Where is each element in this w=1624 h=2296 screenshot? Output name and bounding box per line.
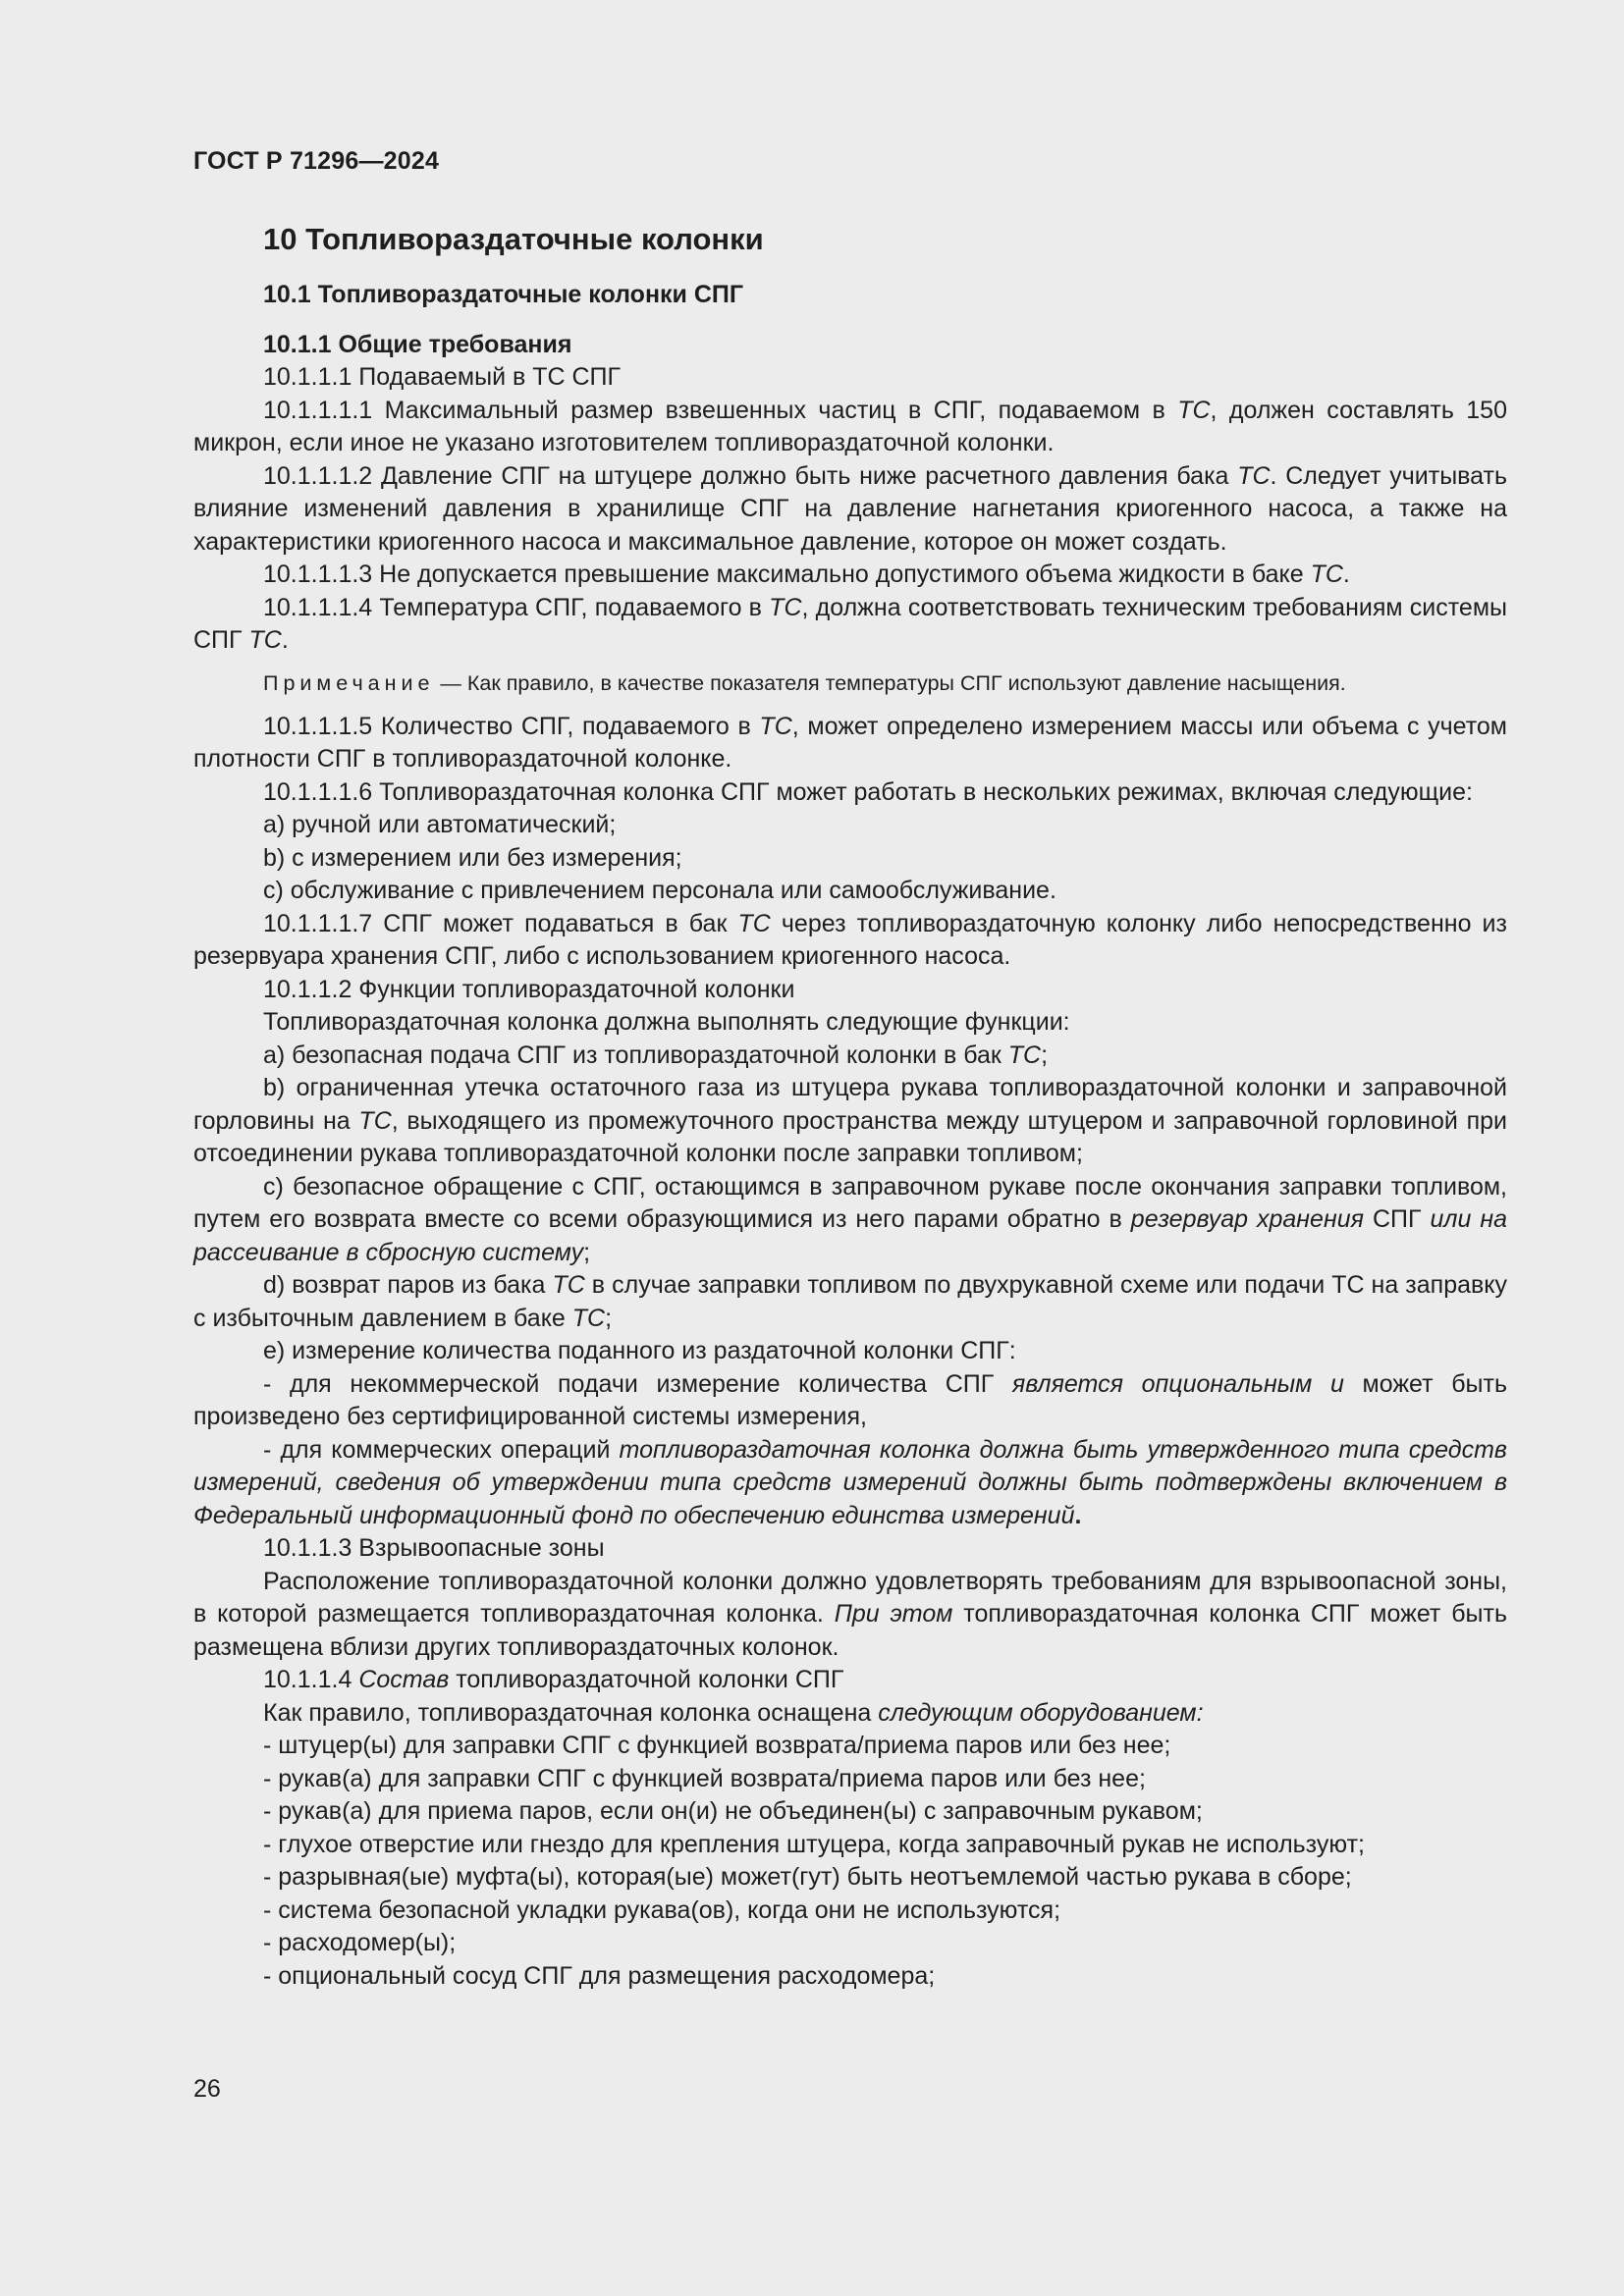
list-item: e) измерение количества поданного из раздаточной колонки СПГ: (263, 1337, 1016, 1364)
list-item: - опциональный сосуд СПГ для размещения расходомера; (263, 1961, 936, 1990)
paragraph: 10.1.1.1 Подаваемый в ТС СПГ (263, 363, 622, 391)
list-item: - система безопасной укладки рукава(ов), когда они не используются; (263, 1896, 1061, 1924)
list-item: b) с измерением или без измерения; (263, 843, 682, 872)
paragraph: 10.1.1.1.5 Количество СПГ, подаваемого в ТС, может определено измерением массы или объема с учетом плотности СПГ в топливораздаточной колонке. (193, 712, 1507, 773)
list-item: c) безопасное обращение с СПГ, остающимся в заправочном рукаве после окончания заправки топливом, путем его возврата вместе со всеми образующимися из него парами обратно в резервуар хранения СПГ или на рассеивание в сбросную систему; (193, 1172, 1508, 1266)
subsubsection-heading: 10.1.1 Общие требования (263, 330, 572, 358)
paragraph: 10.1.1.1.6 Топливораздаточная колонка СПГ может работать в нескольких режимах, включая следующие: (263, 777, 1473, 806)
list-item: c) обслуживание с привлечением персонала или самообслуживание. (263, 877, 1056, 904)
paragraph: 10.1.1.1.3 Не допускается превышение максимально допустимого объема жидкости в баке ТС. (263, 561, 1350, 588)
list-item: - расходомер(ы); (263, 1929, 457, 1956)
section-heading: 10 Топливораздаточные колонки (263, 222, 764, 256)
paragraph: 10.1.1.1.4 Температура СПГ, подаваемого в ТС, должна соответствовать техническим требованиям системы СПГ ТС. (193, 593, 1507, 654)
list-item: - штуцер(ы) для заправки СПГ с функцией возврата/приема паров или без нее; (263, 1732, 1171, 1759)
list-item: - рукав(а) для заправки СПГ с функцией возврата/приема паров или без нее; (263, 1764, 1146, 1792)
paragraph: Как правило, топливораздаточная колонка оснащена следующим оборудованием: (263, 1698, 1204, 1727)
list-item: a) безопасная подача СПГ из топливораздаточной колонки в бак ТС; (263, 1041, 1049, 1069)
subsection-heading: 10.1 Топливораздаточные колонки СПГ (263, 281, 744, 308)
paragraph: 10.1.1.2 Функции топливораздаточной колонки (263, 975, 795, 1003)
paragraph: 10.1.1.3 Взрывоопасные зоны (263, 1534, 605, 1562)
note-label: Примечание (263, 670, 435, 695)
page-content (193, 220, 1507, 1993)
note: Примечание — Как правило, в качестве показателя температуры СПГ используют давление насыщения. (263, 670, 1346, 695)
list-item: - для некоммерческой подачи измерение количества СПГ является опциональным и может быть произведено без сертифицированной системы измерения, (193, 1369, 1507, 1430)
list-item: - для коммерческих операций топливораздаточная колонка должна быть утвержденного типа средств измерений, сведения об утверждении типа средств измерений должны быть подтверждены включением в Федеральный информационный фонд по обеспечению единства измерений. (193, 1435, 1507, 1529)
page-number: 26 (193, 2075, 221, 2103)
list-item: - разрывная(ые) муфта(ы), которая(ые) может(гут) быть неотъемлемой частью рукава в сборе; (263, 1863, 1352, 1891)
paragraph: Топливораздаточная колонка должна выполнять следующие функции: (263, 1008, 1070, 1036)
paragraph: Расположение топливораздаточной колонки должно удовлетворять требованиям для взрывоопасной зоны, в которой размещается топливораздаточная колонка. При этом топливораздаточная колонка СПГ может быть размещена вблизи других топливораздаточных колонок. (193, 1567, 1508, 1661)
document-header: ГОСТ Р 71296—2024 (193, 147, 440, 175)
paragraph: 10.1.1.1.7 СПГ может подаваться в бак ТС через топливораздаточную колонку либо непосредственно из резервуара хранения СПГ, либо с использованием криогенного насоса. (193, 909, 1507, 970)
list-item: - глухое отверстие или гнездо для крепления штуцера, когда заправочный рукав не используют; (263, 1830, 1365, 1858)
list-item: b) ограниченная утечка остаточного газа из штуцера рукава топливораздаточной колонки и заправочной горловины на ТС, выходящего из промежуточного пространства между штуцером и заправочной горловиной при отсоединении рукава топливораздаточной колонки после заправки топливом; (193, 1074, 1507, 1167)
paragraph: 10.1.1.1.2 Давление СПГ на штуцере должно быть ниже расчетного давления бака ТС. Следует учитывать влияние изменений давления в хранилище СПГ на давление нагнетания криогенного насоса, а также на характеристики криогенного насоса и максимальное давление, которое он может создать. (193, 461, 1508, 556)
list-item: a) ручной или автоматический; (263, 811, 617, 838)
list-item: - рукав(а) для приема паров, если он(и) не объединен(ы) с заправочным рукавом; (263, 1797, 1203, 1825)
list-item: d) возврат паров из бака ТС в случае заправки топливом по двухрукавной схеме или подачи ТС на заправку с избыточным давлением в баке ТС; (193, 1271, 1508, 1332)
paragraph: 10.1.1.4 Состав топливораздаточной колонки СПГ (263, 1666, 844, 1693)
paragraph: 10.1.1.1.1 Максимальный размер взвешенных частиц в СПГ, подаваемом в ТС, должен составлять 150 микрон, если иное не указано изготовителем топливораздаточной колонки. (193, 396, 1507, 456)
